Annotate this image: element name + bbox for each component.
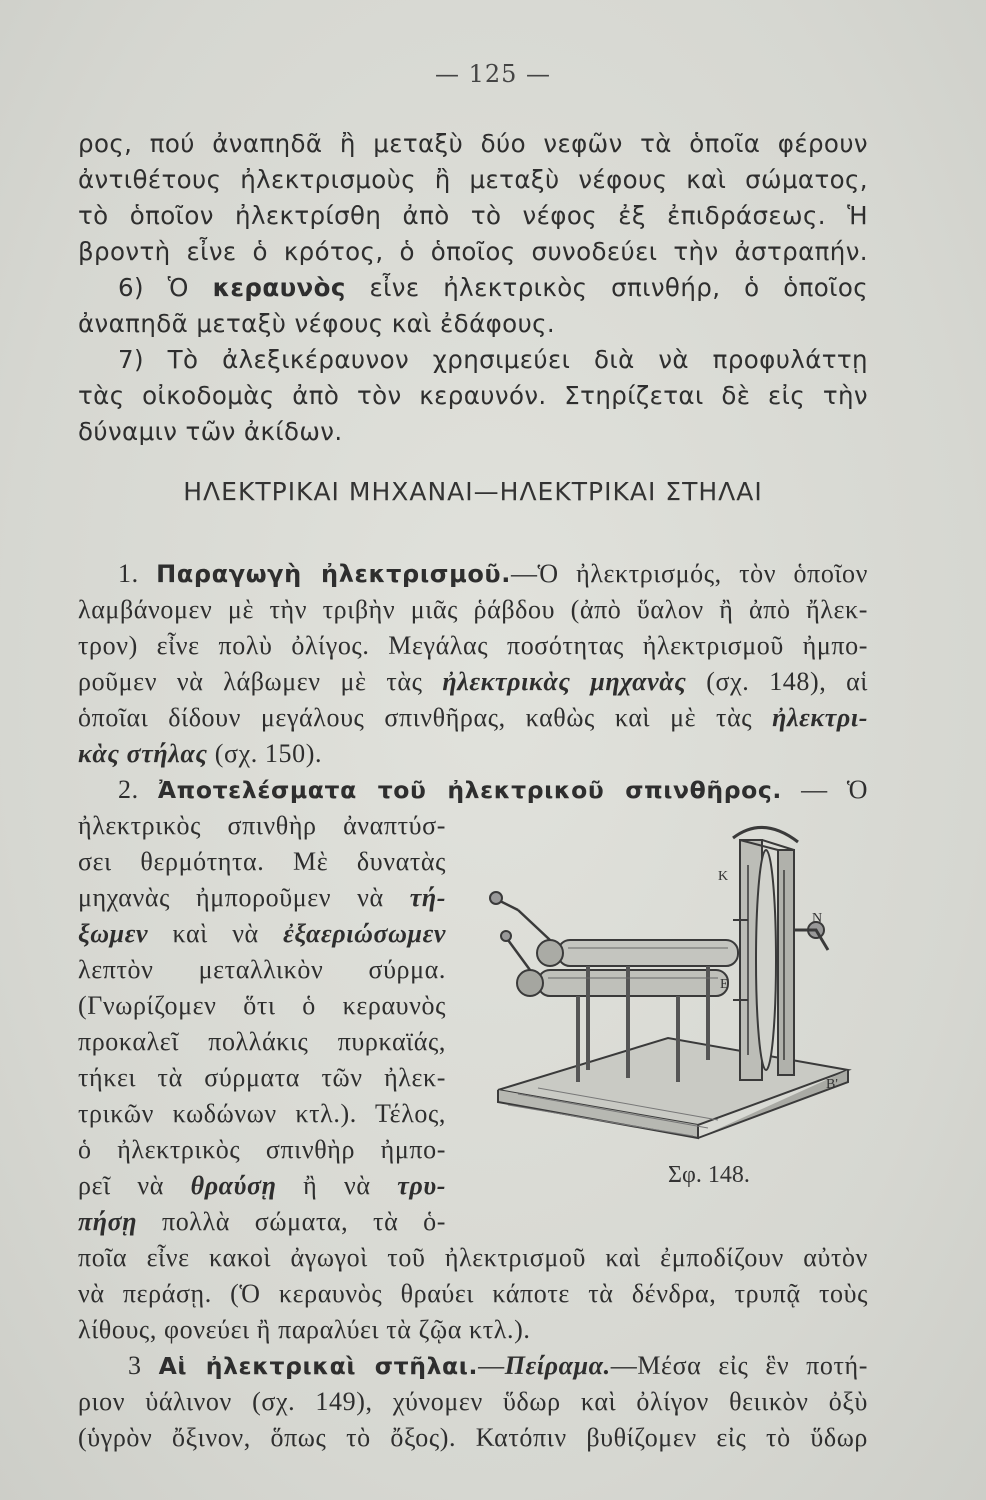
section-3-line [78,1348,868,1384]
column-line: (Γνωρίζομεν ὅτι ὁ κεραυνὸς [78,991,446,1020]
section-title: Αἱ ἠλεκτρικαὶ στῆλαι. [158,1352,479,1380]
text-run: ἢ νὰ [276,1171,398,1200]
text-run: —Μέσα εἰς ἓν ποτή- [610,1351,868,1380]
electric-machine-illustration [478,820,868,1140]
label-k: K [718,869,729,884]
page-number: — 125 — [434,60,552,88]
bold-italic-term: ἠλεκτρικὰς μηχανὰς [442,667,687,696]
electric-machine-figure [478,820,868,1140]
text-line: νὰ περάσῃ. (Ὁ κεραυνὸς θραύει κάποτε τὰ δένδρα, τρυπᾷ τοὺς [78,1279,868,1308]
text-line: (ὑγρὸν ὄξινον, ὅπως τὸ ὄξος). Κατόπιν βυθίζομεν εἰς τὸ ὕδωρ [78,1423,868,1452]
text-run: καὶ νὰ [148,919,284,948]
text-line: ρος, πού ἀναπηδᾶ ἢ μεταξὺ δύο νεφῶν τὰ ὁποῖα φέρουν [78,129,868,158]
text-run: ροῦμεν νὰ λάβωμεν μὲ τὰς [78,667,443,696]
text-run: (σχ. 150). [207,739,323,768]
section-2-line [78,772,868,808]
text-run: ὁποῖαι δίδουν μεγάλους σπινθῆρας, καθὼς καὶ μὲ τὰς [78,703,773,732]
bold-italic-term: κὰς στήλας [78,739,208,768]
section-number: 1. [118,559,157,588]
section-heading: ΗΛΕΚΤΡΙΚΑΙ ΜΗΧΑΝΑΙ—ΗΛΕΚΤΡΙΚΑΙ ΣΤΗΛΑΙ [183,477,763,506]
column-line: λεπτὸν μεταλλικὸν σύρμα. [78,955,446,984]
text-run: μηχανὰς ἠμποροῦμεν νὰ [78,883,410,912]
column-line: τήκει τὰ σύρματα τῶν ἠλεκ- [78,1063,446,1092]
column-line: τρικῶν κωδώνων κτλ.). Τέλος, [78,1099,446,1128]
item-7-line: 7) Τὸ ἀλεξικέραυνον χρησιμεύει διὰ νὰ προφυλάττῃ [118,345,868,374]
figure-caption: Σφ. 148. [668,1162,750,1188]
text-line: δύναμιν τῶν ἀκίδων. [78,417,343,446]
column-line [78,1168,446,1204]
column-line: σει θερμότητα. Μὲ δυνατὰς [78,847,446,876]
item-6-line [78,270,868,306]
text-line: ριον ὑάλινον (σχ. 149), χύνομεν ὕδωρ καὶ ὀλίγον θειικὸν ὀξὺ [78,1387,868,1416]
text-line [78,664,868,700]
text-run: πολλὰ σώματα, τὰ ὁ- [137,1207,446,1236]
bold-italic-term: πήσῃ [78,1207,138,1236]
section-number: 2. [118,775,158,804]
column-line [78,880,446,916]
column-line: ὁ ἠλεκτρικὸς σπινθὴρ ἠμπο- [78,1135,446,1164]
text-run: εἶνε ἠλεκτρικὸς σπινθήρ, ὁ ὁποῖος [345,273,868,302]
text-line: ποῖα εἶνε κακοὶ ἀγωγοὶ τοῦ ἠλεκτρισμοῦ καὶ ἐμποδίζουν αὐτὸν [78,1243,868,1272]
text-line [78,700,868,736]
text-line: βροντὴ εἶνε ὁ κρότος, ὁ ὁποῖος συνοδεύει τὴν ἀστραπήν. [78,237,868,266]
column-line [78,1204,446,1240]
text-line [78,736,868,772]
section-number: 3 [128,1351,159,1380]
bold-italic-term: θραύσῃ [190,1171,277,1200]
text-line: ἀναπηδᾶ μεταξὺ νέφους καὶ ἐδάφους. [78,309,556,338]
label-n: N [812,911,823,926]
text-line: λαμβάνομεν μὲ τὴν τριβὴν μιᾶς ῥάβδου (ἀπὸ ὕαλον ἢ ἀπὸ ἤλεκ- [78,595,868,624]
bold-italic-term: ξωμεν [78,919,149,948]
section-title: Ἀποτελέσματα τοῦ ἠλεκτρικοῦ σπινθῆρος. [157,776,782,804]
bold-italic-term: ἐξαεριώσωμεν [283,919,446,948]
item-number: 6) Ὁ [118,273,213,302]
text-run: — [478,1351,505,1380]
text-run: ρεῖ νὰ [78,1171,191,1200]
text-line: λίθους, φονεύει ἢ παραλύει τὰ ζῷα κτλ.). [78,1315,531,1344]
label-e: E [720,977,729,992]
column-line: ἠλεκτρικὸς σπινθὴρ ἀναπτύσ- [78,811,446,840]
bold-italic-term: τρυ- [397,1171,446,1200]
column-line: προκαλεῖ πολλάκις πυρκαϊάς, [78,1027,446,1056]
text-line: τὰς οἰκοδομὰς ἀπὸ τὸν κεραυνόν. Στηρίζεται δὲ εἰς τὴν [78,381,868,410]
bold-italic-term: ἠλεκτρι- [772,703,868,732]
column-line [78,916,446,952]
text-run: (σχ. 148), αἱ [686,667,868,696]
label-b: B' [826,1077,838,1092]
section-title: Παραγωγὴ ἠλεκτρισμοῦ. [156,560,511,588]
section-1-line [78,556,868,592]
text-run: —Ὁ ἠλεκτρισμός, τὸν ὁποῖον [510,559,868,588]
text-line: ἀντιθέτους ἠλεκτρισμοὺς ἢ μεταξὺ νέφους καὶ σώματος, [78,165,868,194]
bold-term: κεραυνὸς [212,273,346,302]
text-line: τρον) εἶνε πολὺ ὀλίγος. Μεγάλας ποσότητας ἠλεκτρισμοῦ ἠμπο- [78,631,868,660]
text-line: τὸ ὁποῖον ἠλεκτρίσθη ἀπὸ τὸ νέφος ἐξ ἐπιδράσεως. Ἡ [78,201,868,230]
text-run: — Ὁ [781,775,868,804]
bold-italic-term: Πείραμα. [504,1351,611,1380]
bold-italic-term: τή- [409,883,446,912]
